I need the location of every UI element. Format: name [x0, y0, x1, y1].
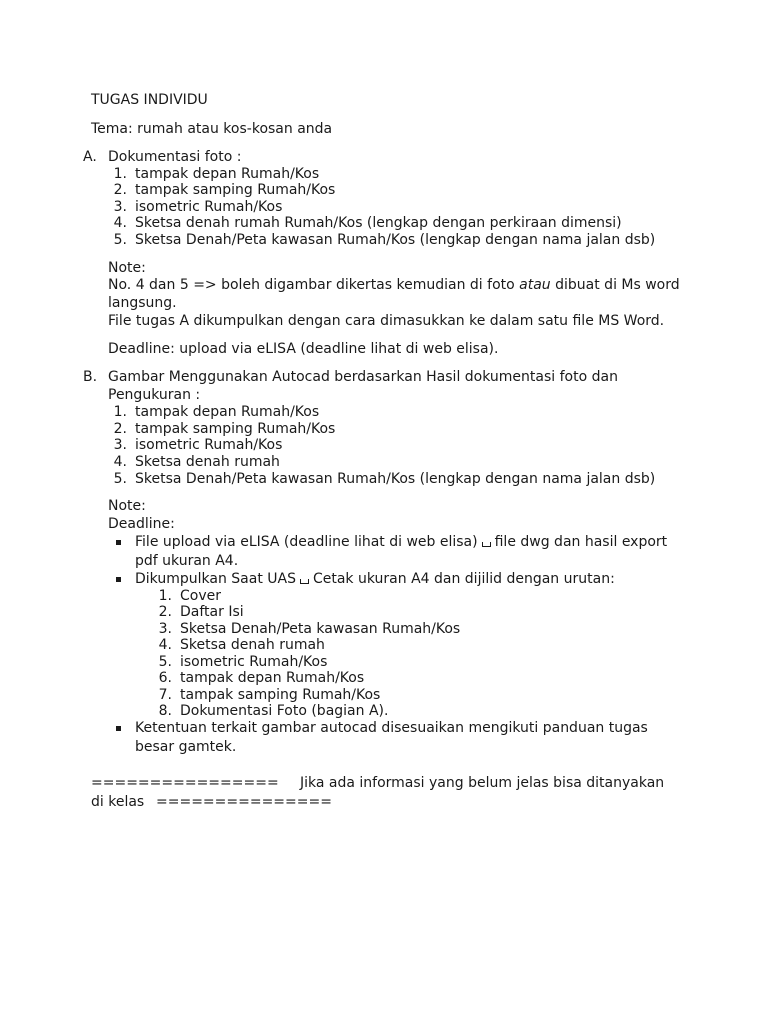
list-item: Sketsa denah rumah: [135, 454, 280, 470]
note-text: dibuat di Ms word: [550, 277, 680, 293]
order-number: 7.: [158, 687, 172, 703]
list-item: Sketsa Denah/Peta kawasan Rumah/Kos (lengkap dengan nama jalan dsb): [135, 471, 656, 487]
bullet-1-line1: [135, 534, 667, 551]
order-item: tampak depan Rumah/Kos: [180, 670, 365, 686]
order-number: 2.: [158, 604, 172, 620]
order-number: 3.: [158, 621, 172, 637]
section-a-note-line1: [108, 277, 680, 294]
section-a-note-label: Note:: [108, 260, 146, 276]
section-a-marker: A.: [83, 149, 97, 165]
list-item: isometric Rumah/Kos: [135, 437, 283, 453]
bullet-3-line2: besar gamtek.: [135, 739, 237, 755]
section-a-note-line2: langsung.: [108, 295, 177, 311]
footer-rule-left: ================: [91, 775, 279, 791]
bullet-1-line2: pdf ukuran A4.: [135, 553, 239, 569]
section-b-heading-line1: Gambar Menggunakan Autocad berdasarkan Hasil dokumentasi foto dan: [108, 369, 618, 385]
note-emphasis: atau: [519, 277, 551, 293]
list-number: 3.: [113, 437, 127, 453]
list-item: isometric Rumah/Kos: [135, 199, 283, 215]
footer-message: Jika ada informasi yang belum jelas bisa ditanyakan: [300, 775, 665, 791]
list-item: Sketsa Denah/Peta kawasan Rumah/Kos (lengkap dengan nama jalan dsb): [135, 232, 656, 248]
order-number: 8.: [158, 703, 172, 719]
list-number: 4.: [113, 215, 127, 231]
section-a-heading: Dokumentasi foto :: [108, 149, 242, 165]
order-item: Daftar Isi: [180, 604, 244, 620]
note-text: No. 4 dan 5 => boleh digambar dikertas kemudian di foto: [108, 277, 520, 293]
section-b-marker: B.: [83, 369, 98, 385]
bullet-2-line1: [135, 571, 615, 588]
arrow-glyph-icon: [300, 579, 309, 584]
section-b-deadline-label: Deadline:: [108, 516, 175, 532]
order-number: 6.: [158, 670, 172, 686]
bullet-text: Cetak ukuran A4 dan dijilid dengan urutan:: [312, 571, 615, 587]
bullet-3-line1: Ketentuan terkait gambar autocad disesuaikan mengikuti panduan tugas: [135, 720, 648, 736]
list-number: 1.: [113, 166, 127, 182]
footer-rule-right: ===============: [156, 794, 332, 810]
order-item: tampak samping Rumah/Kos: [180, 687, 381, 703]
order-item: Cover: [180, 588, 221, 604]
list-item: tampak samping Rumah/Kos: [135, 421, 336, 437]
bullet-marker: [116, 540, 121, 545]
bullet-marker: [116, 726, 121, 731]
section-b-heading-line2: Pengukuran :: [108, 387, 201, 403]
list-number: 5.: [113, 232, 127, 248]
list-item: tampak samping Rumah/Kos: [135, 182, 336, 198]
list-number: 3.: [113, 199, 127, 215]
order-number: 4.: [158, 637, 172, 653]
list-number: 5.: [113, 471, 127, 487]
bullet-text: Dikumpulkan Saat UAS: [135, 571, 296, 587]
section-a-deadline: Deadline: upload via eLISA (deadline lihat di web elisa).: [108, 341, 499, 357]
order-number: 5.: [158, 654, 172, 670]
order-item: Sketsa denah rumah: [180, 637, 325, 653]
order-item: Sketsa Denah/Peta kawasan Rumah/Kos: [180, 621, 461, 637]
document-title: TUGAS INDIVIDU: [91, 92, 208, 108]
section-a-note-line3: File tugas A dikumpulkan dengan cara dimasukkan ke dalam satu file MS Word.: [108, 313, 665, 329]
list-item: tampak depan Rumah/Kos: [135, 166, 320, 182]
bullet-text: file dwg dan hasil export: [494, 534, 668, 550]
section-b-note-label: Note:: [108, 498, 146, 514]
bullet-text: File upload via eLISA (deadline lihat di web elisa): [135, 534, 478, 550]
list-item: tampak depan Rumah/Kos: [135, 404, 320, 420]
order-item: Dokumentasi Foto (bagian A).: [180, 703, 389, 719]
bullet-marker: [116, 577, 121, 582]
list-item: Sketsa denah rumah Rumah/Kos (lengkap dengan perkiraan dimensi): [135, 215, 622, 231]
order-item: isometric Rumah/Kos: [180, 654, 328, 670]
list-number: 4.: [113, 454, 127, 470]
footer-message-end: di kelas: [91, 794, 145, 810]
list-number: 1.: [113, 404, 127, 420]
list-number: 2.: [113, 182, 127, 198]
order-number: 1.: [158, 588, 172, 604]
theme-line: Tema: rumah atau kos-kosan anda: [91, 121, 333, 137]
list-number: 2.: [113, 421, 127, 437]
arrow-glyph-icon: [482, 542, 491, 547]
